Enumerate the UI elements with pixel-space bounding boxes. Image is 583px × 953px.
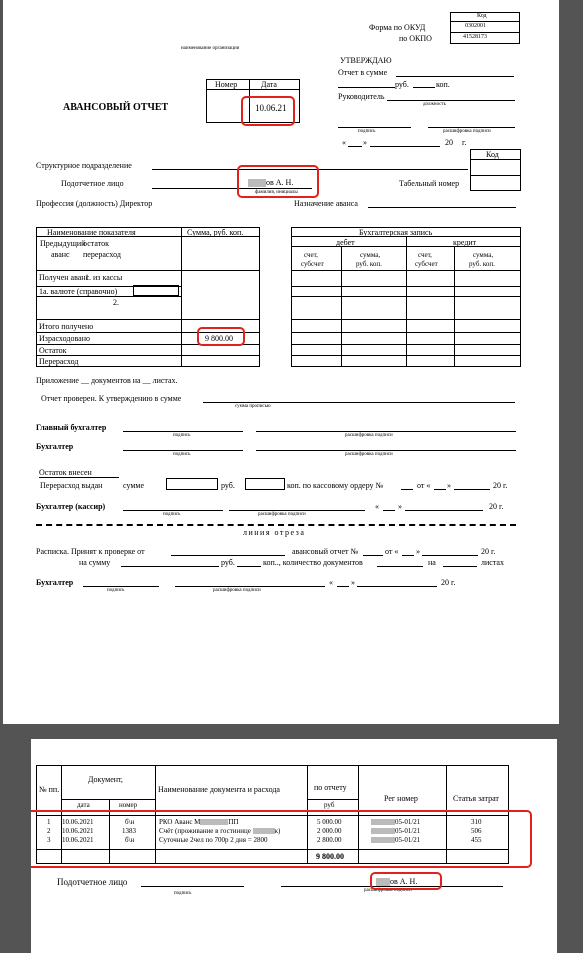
- acc2-quote-close: »: [351, 578, 355, 587]
- received-label: Получен аванс: [39, 273, 90, 282]
- row-no: 3: [47, 836, 51, 844]
- credit-header: кредит: [453, 238, 477, 247]
- cashier-quote-open: «: [375, 502, 379, 511]
- report-date: 10.06.21: [255, 103, 287, 113]
- quote-open: «: [342, 138, 346, 147]
- prev-avans2: аванс: [51, 250, 70, 259]
- row-num: б\н: [125, 818, 135, 826]
- accountable-label: Подотчетное лицо: [61, 179, 124, 188]
- acc-title: Бухгалтерская запись: [359, 228, 433, 237]
- okud-label: Форма по ОКУД: [369, 23, 426, 32]
- spent-value: 9 800.00: [205, 334, 233, 343]
- accountant2-label: Бухгалтер: [36, 578, 74, 587]
- highlight-name: [237, 165, 319, 198]
- kop-field[interactable]: [245, 478, 285, 490]
- row-name: Суточные 2чел по 700р 2 дня = 2800: [159, 836, 268, 844]
- sum-h1: сумма,: [360, 251, 381, 259]
- decode-cap-2: расшифровка подписи: [345, 452, 393, 457]
- row-reg: 05-01/21: [371, 827, 420, 835]
- rub-field[interactable]: [166, 478, 218, 490]
- col-article: Статья затрат: [453, 794, 499, 803]
- receipt-na: на: [428, 558, 436, 567]
- receipt-sheets: листах: [481, 558, 504, 567]
- row-reg: 05-01/21: [371, 836, 420, 844]
- total-sum: 9 800.00: [316, 852, 344, 861]
- col-date: дата: [77, 801, 90, 809]
- tab-number-label: Табельный номер: [399, 179, 460, 188]
- col-reg: Рег номер: [384, 794, 418, 803]
- row-date: 10.06.2021: [62, 827, 94, 835]
- chief-accountant-label: Главный бухгалтер: [36, 423, 107, 432]
- rest-paid-label: Остаток внесен: [39, 468, 92, 477]
- approve-sum-label: Отчет в сумме: [338, 68, 388, 77]
- highlight-date: [241, 96, 295, 126]
- subacct-h2: субсчет: [415, 260, 438, 268]
- over-label: Перерасход: [39, 357, 79, 366]
- sum-h2: сумма,: [473, 251, 494, 259]
- highlight-spent: [197, 327, 245, 346]
- currency-row: 1а. валюте (справочно): [39, 287, 118, 296]
- receipt-kop: коп.., количество документов: [263, 558, 363, 567]
- sig-cap-2: подпись: [173, 452, 191, 457]
- order-label: коп. по кассовому ордеру №: [287, 481, 384, 490]
- checked-line: Отчет проверен. К утверждению в сумме: [41, 394, 182, 403]
- prev-avans: Предыдущий: [40, 239, 86, 248]
- total-received: Итого получено: [39, 322, 94, 331]
- form-page-1: [3, 0, 559, 724]
- year-g: г.: [462, 138, 467, 147]
- subacct-h1: субсчет: [301, 260, 324, 268]
- okpo-value: 41528173: [463, 34, 487, 40]
- decode-cap-4: расшифровка подписи: [213, 588, 261, 593]
- kod2-label: Код: [486, 150, 499, 159]
- okud-value: 0302001: [465, 23, 486, 29]
- over-paid-label: Перерасход выдан: [40, 481, 103, 490]
- attachments-line: Приложение __ документов на __ листах.: [36, 376, 178, 385]
- decode-cap-1: расшифровка подписи: [345, 433, 393, 438]
- row-no: 1: [47, 818, 51, 826]
- row-art: 455: [471, 836, 482, 844]
- rubkop-h2: руб. коп.: [469, 260, 495, 268]
- receipt-report: авансовый отчет №: [292, 547, 359, 556]
- row-two: 2.: [113, 298, 119, 307]
- row-sum: 2 800.00: [317, 836, 342, 844]
- quote-close: »: [363, 138, 367, 147]
- col-name: Наименование документа и расхода: [158, 785, 280, 794]
- p2-sig-caption: подпись: [174, 891, 192, 896]
- kop-label: коп.: [436, 80, 450, 89]
- in-sum-label: сумме: [123, 481, 145, 490]
- row-no: 2: [47, 827, 51, 835]
- row-name: Счёт (проживание в гостинице к): [159, 827, 281, 835]
- col-doc: Документ,: [88, 775, 123, 784]
- p2-name: ов А. Н.: [376, 877, 417, 886]
- receipt-sum: на сумму: [79, 558, 111, 567]
- kod-label: Код: [477, 13, 487, 19]
- sig-cap-3: подпись: [163, 512, 181, 517]
- cut-line: [36, 524, 516, 526]
- number-header: Номер: [215, 80, 238, 89]
- row-art: 506: [471, 827, 482, 835]
- indicators-table: [36, 227, 260, 367]
- approve-title: УТВЕРЖДАЮ: [340, 56, 392, 65]
- cashier-label: Бухгалтер (кассир): [36, 502, 106, 511]
- sig-cap-4: подпись: [107, 588, 125, 593]
- col-rub: руб: [324, 801, 335, 809]
- receipt-ot: от «: [385, 547, 399, 556]
- col-indicator: Наименование показателя: [47, 228, 136, 237]
- row-sum: 5 000.00: [317, 818, 342, 826]
- order-year: 20 г.: [493, 481, 508, 490]
- accountable-name: ов А. Н.: [248, 178, 293, 187]
- col-num: номер: [119, 801, 138, 809]
- acc2-quote-open: «: [329, 578, 333, 587]
- row-date: 10.06.2021: [62, 818, 94, 826]
- decode-caption: расшифровка подписи: [443, 129, 491, 134]
- highlight-rows: [31, 810, 532, 868]
- rub-label-2: руб.: [221, 481, 235, 490]
- row-sum: 2 000.00: [317, 827, 342, 835]
- rest-label: Остаток: [39, 346, 67, 355]
- receipt-line-1: Расписка. Принят к проверке от: [36, 547, 145, 556]
- p2-accountable-label: Подотчетное лицо: [57, 877, 128, 887]
- spent-label: Израсходовано: [39, 334, 90, 343]
- acct-h2: счет,: [418, 251, 432, 259]
- prev-rest: остаток: [83, 239, 109, 248]
- cashier-year: 20 г.: [489, 502, 504, 511]
- date-header: Дата: [261, 80, 277, 89]
- receipt-year: 20 г.: [481, 547, 496, 556]
- row-num: 1383: [122, 827, 136, 835]
- okpo-label: по ОКПО: [399, 34, 432, 43]
- row-date: 10.06.2021: [62, 836, 94, 844]
- from-cashbox: 1. из кассы: [85, 273, 123, 282]
- p2-decode-caption: расшифровка подписи: [364, 888, 412, 893]
- highlight-p2-name: [370, 872, 442, 890]
- order-date-open: от «: [417, 481, 431, 490]
- accountant-label: Бухгалтер: [36, 442, 74, 451]
- row-art: 310: [471, 818, 482, 826]
- year-label: 20: [445, 138, 453, 147]
- acc2-year: 20 г.: [441, 578, 456, 587]
- cut-line-label: линия отреза: [243, 528, 306, 537]
- purpose-label: Назначение аванса: [294, 199, 358, 208]
- rub-label: руб.: [395, 80, 409, 89]
- decode-cap-3: расшифровка подписи: [258, 512, 306, 517]
- col-report: по отчету: [314, 783, 347, 792]
- row-num: б\н: [125, 836, 135, 844]
- form-page-2: [31, 739, 557, 953]
- prev-over: перерасход: [83, 250, 121, 259]
- report-title: АВАНСОВЫЙ ОТЧЕТ: [63, 102, 169, 113]
- rubkop-h1: руб. коп.: [356, 260, 382, 268]
- order-date-close: »: [447, 481, 451, 490]
- debit-header: дебет: [336, 238, 355, 247]
- row-name: РКО Аванс М ПП: [159, 818, 239, 826]
- division-label: Структурное подразделение: [36, 161, 132, 170]
- signature-caption: подпись: [358, 129, 376, 134]
- org-caption: наименование организации: [181, 46, 240, 51]
- receipt-rub: руб.: [221, 558, 235, 567]
- col-sum: Сумма, руб. коп.: [187, 228, 244, 237]
- position-caption: должность: [423, 102, 446, 107]
- head-label: Руководитель: [338, 92, 385, 101]
- acct-h1: счет,: [304, 251, 318, 259]
- receipt-quote-close: »: [416, 547, 420, 556]
- col-no: № пп.: [39, 785, 60, 794]
- sig-cap-1: подпись: [173, 433, 191, 438]
- cashier-quote-close: »: [398, 502, 402, 511]
- sum-words-caption: сумма прописью: [235, 404, 271, 409]
- row-reg: 05-01/21: [371, 818, 420, 826]
- profession-label: Профессия (должность) Директор: [36, 199, 153, 208]
- fio-caption: фамилия, инициалы: [255, 190, 298, 195]
